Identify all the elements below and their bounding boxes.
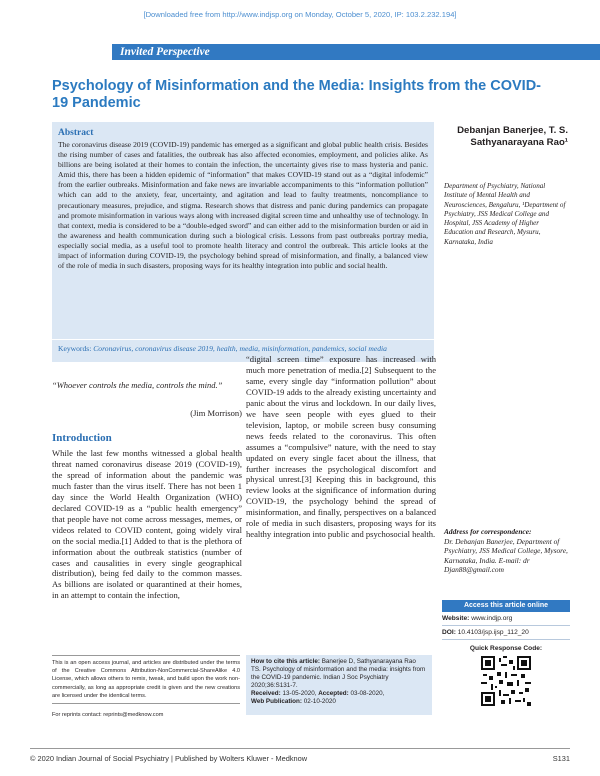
qr-label: Quick Response Code: <box>469 645 543 652</box>
published-date: 02-10-2020 <box>303 698 336 706</box>
citation-box <box>246 655 432 715</box>
page-title: Psychology of Misinformation and the Media: Insights from the COVID-19 Pandemic <box>52 78 541 111</box>
correspondence <box>444 527 572 575</box>
citation-text: Banerjee D, Sathyanarayana Rao TS. Psychology of misinformation and the media: insights from the COVID-19 pandemic. Indian J Soc Psychiatry 2020;36:S131-7. <box>251 658 426 690</box>
epigraph-quote: “Whoever controls the media, controls the mind.” <box>52 380 223 390</box>
authors: Debanjan Banerjee, T. S. Sathyanarayana Rao¹ <box>457 125 568 148</box>
download-notice: [Downloaded free from http://www.indjsp.org on Monday, October 5, 2020, IP: 103.2.232.194] <box>143 10 457 19</box>
keywords-text: Coronavirus, coronavirus disease 2019, health, media, misinformation, pandemics, social media <box>93 344 387 353</box>
accepted-date: 03-08-2020, <box>350 690 385 698</box>
received-label: Received: <box>251 690 281 698</box>
page-number: S131 <box>552 754 570 763</box>
access-online-heading: Access this article online <box>442 600 570 612</box>
affiliations: Department of Psychiatry, National Institute of Mental Health and Neurosciences, Bengaluru, ¹Department of Psychiatry, JSS Medical College and Hospital, JSS Academy of Higher Education and Research, Mysuru, Karnataka, India <box>444 182 566 246</box>
reprints-contact: For reprints contact: reprints@medknow.com <box>52 712 164 718</box>
footer <box>30 754 570 763</box>
epigraph-source: (Jim Morrison) <box>190 408 242 418</box>
abstract-box <box>52 122 434 339</box>
article-type-banner <box>112 44 600 60</box>
keywords-label: Keywords: <box>58 344 92 353</box>
abstract-heading: Abstract <box>58 128 94 138</box>
published-label: Web Publication: <box>251 698 302 706</box>
doi-link[interactable]: 10.4103/jsp.ijsp_112_20 <box>457 629 529 636</box>
received-date: 13-05-2020, <box>282 690 317 698</box>
website-row <box>442 613 570 626</box>
body-text-column-1: While the last few months witnessed a global health threat named coronavirus disease 2019 (COVID-19), the spread of information about the pandemic was much faster than the virus itself. There has not been 1 day since the World Health Organization (WHO) declared COVID-19 as a “public health emergency” that people have not come across messages, memes, or videos related to COVID content, going widely viral on the social media.[1] Added to that is the plethora of information about the outbreak statistics (number of cases and causalities in every single geographical distribution), being fed daily to the common masses. As billions are isolated or quarantined at their homes, in an attempt to contain the infection, <box>52 448 242 601</box>
abstract-text: The coronavirus disease 2019 (COVID-19) pandemic has emerged as a significant and global public health crisis. Besides the rising number of cases and fatalities, the outbreak has also affected economies, employment, and policies alike. As billions are being isolated at their homes to contain the infection, the uncertainty gives rise to mass hysteria and panic. Amid this, there has been a hidden epidemic of “information” that makes COVID-19 stand out as a “digital infodemic” from the earlier outbreaks. Misinformation and fake news are invariable accompaniments to this “information pollution” which can add to the anxiety, fear, uncertainty, and agitation and lead to faulty treatments, noncompliance to precautionary measures, prejudice, and stigma. Research shows that distress and panic during pandemics can propagate and promote misinformation in various ways along with increased digital screen time and unhealthy use of technology. In that context, media is considered to be a “double-edged sword” and can either add to the misinformation burden or aid in the awareness and health communication during such a biological crisis. Lessons from past outbreaks portray media, especially social media, as a useful tool to promote health literacy and control the outbreak. This article looks at the impact of information during COVID-19, the psychology behind spread of misinformation, and finally, a balanced view of the role of media in such disasters, proposing ways for its healthy integration into public and social health. <box>58 140 428 271</box>
footer-copyright: © 2020 Indian Journal of Social Psychiatry | Published by Wolters Kluwer - Medknow <box>30 754 308 763</box>
website-label: Website: <box>442 615 470 622</box>
footer-divider <box>30 748 570 749</box>
body-text-column-2: “digital screen time” exposure has increased with much more penetration of media.[2] Subsequent to the same, every single day “information pollution” about COVID-19 adds to the already existing uncertainty and panic about the virus and lockdown. In our daily lives, we have seen people with eyes glued to their television, laptop, or mobile screen busy consuming news feeds related to the coronavirus. This often assumes a “compulsive” nature, with the need to stay updated on every single facet about the illness, that further increases the psychological discomfort and physical unrest.[3] Keeping this in background, this review looks at the significance of information during COVID-19, the psychology behind the spread of misinformation, and finally, perspectives on a balanced role of media in such disasters, proposing ways for its healthy integration into public and psychosocial health. <box>246 354 436 540</box>
correspondence-label: Address for correspondence: <box>444 527 532 536</box>
website-link[interactable]: www.indjp.org <box>471 615 513 622</box>
doi-row <box>442 627 570 640</box>
article-type: Invited Perspective <box>120 46 210 58</box>
qr-code-icon[interactable] <box>481 656 531 706</box>
correspondence-text: Dr. Debanjan Banerjee, Department of Psychiatry, JSS Medical College, Mysore, Karnataka, India. E-mail: dr Djan88@gmail.com <box>444 536 568 574</box>
accepted-label: Accepted: <box>318 690 349 698</box>
section-heading-introduction: Introduction <box>52 432 112 444</box>
citation-label: How to cite this article: <box>251 658 320 665</box>
license-notice: This is an open access journal, and articles are distributed under the terms of the Creative Commons Attribution-NonCommercial-ShareAlike 4.0 License, which allows others to remix, tweak, and build upon the work non-commercially, as long as appropriate credit is given and the new creations are licensed under the identical terms. <box>52 655 240 704</box>
doi-label: DOI: <box>442 629 456 636</box>
